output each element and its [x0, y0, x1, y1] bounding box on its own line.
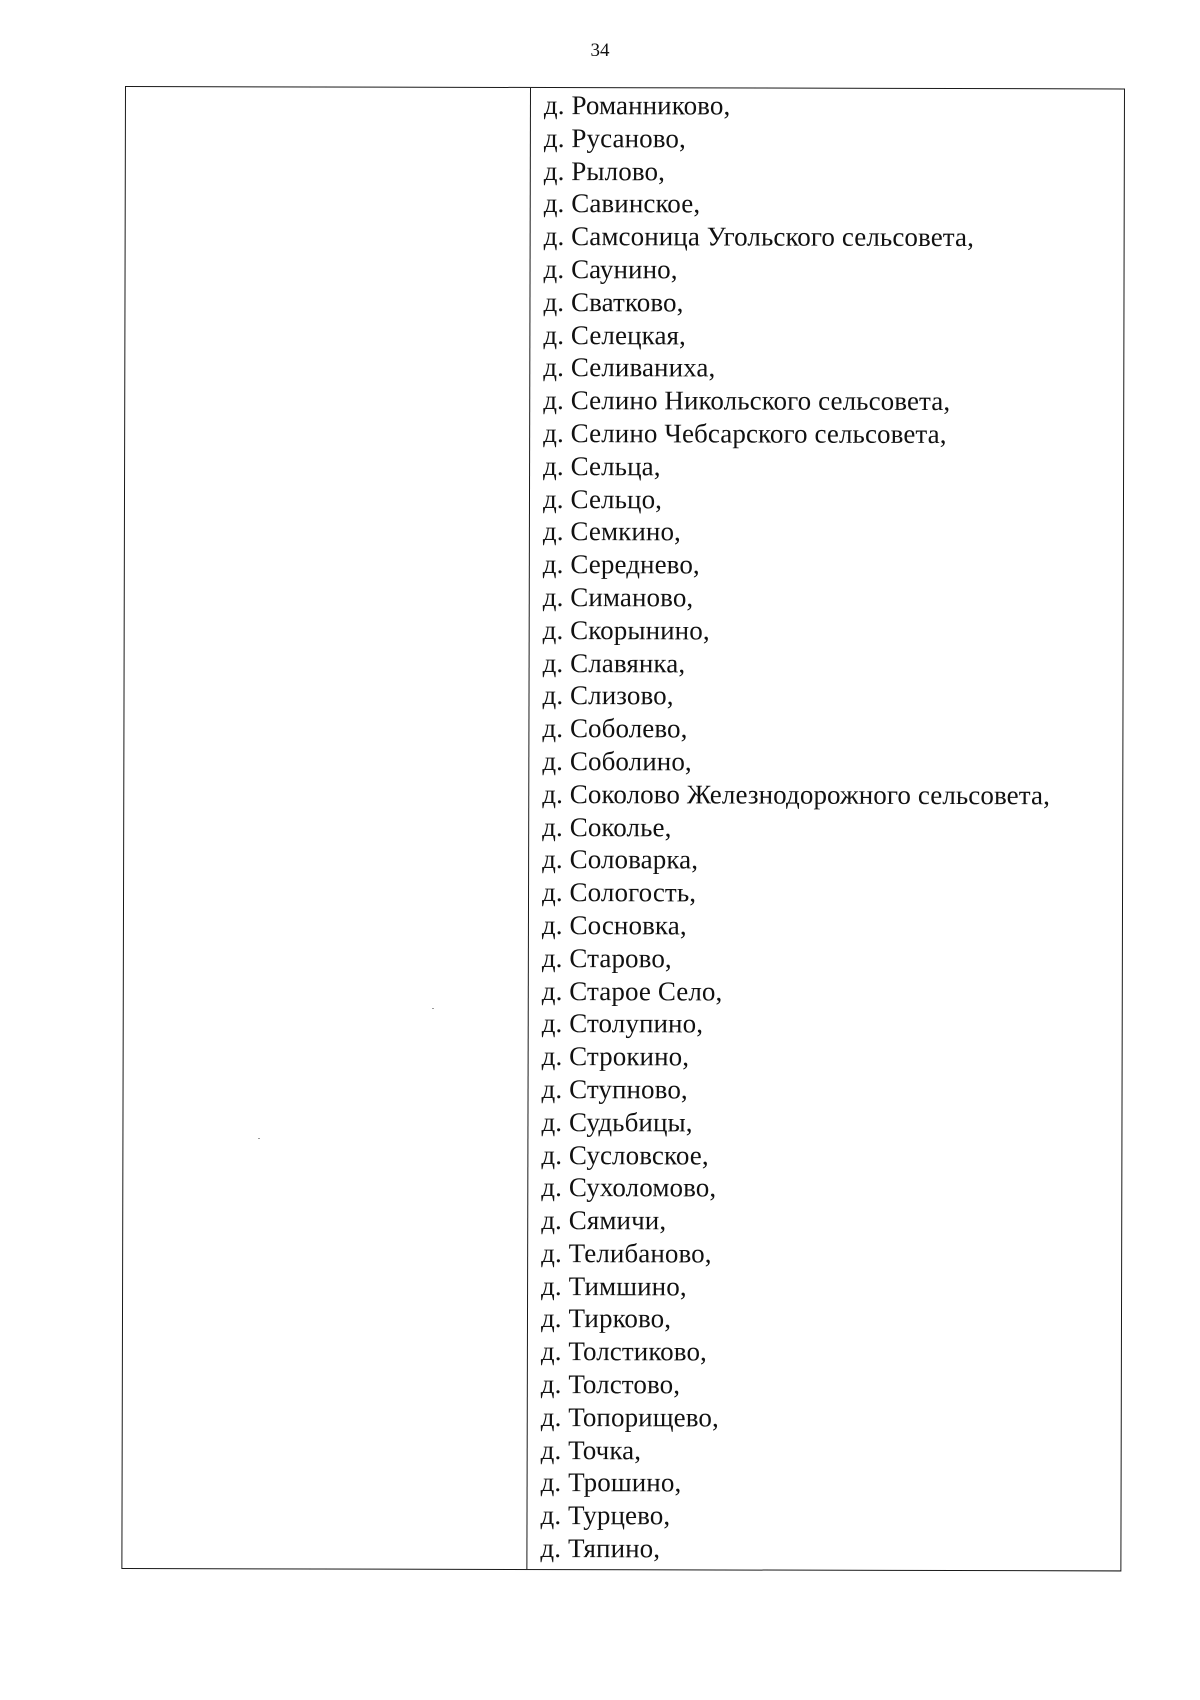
settlement-item: д. Старово,: [541, 942, 672, 974]
settlement-item: д. Симаново,: [542, 581, 694, 613]
settlement-item: д. Сосновка,: [541, 909, 687, 941]
settlement-item: д. Толстиково,: [540, 1336, 707, 1367]
settlement-item: д. Славянка,: [542, 647, 686, 678]
settlement-item: д. Соколово Железнодорожного сельсовета,: [542, 778, 1050, 810]
settlement-item: д. Слизово,: [542, 680, 674, 711]
settlement-item: д. Сусловское,: [541, 1139, 709, 1170]
settlement-item: д. Селецкая,: [543, 319, 686, 350]
settlement-item: д. Селино Никольского сельсовета,: [543, 385, 951, 417]
settlement-item: д. Строкино,: [541, 1041, 690, 1072]
settlement-item: д. Телибаново,: [541, 1237, 712, 1269]
settlement-item: д. Ступново,: [541, 1073, 688, 1105]
settlement-item: д. Сватково,: [543, 286, 684, 318]
table-right-cell: [528, 88, 1124, 1570]
settlement-item: д. Турцево,: [540, 1500, 671, 1531]
settlement-item: д. Судьбицы,: [541, 1106, 693, 1138]
settlement-item: д. Русаново,: [543, 122, 686, 154]
settlement-list: [528, 88, 1124, 1566]
settlement-item: д. Сельца,: [543, 450, 661, 482]
settlement-item: д. Скорынино,: [542, 614, 710, 646]
settlement-item: д. Тирково,: [540, 1303, 672, 1334]
settlement-item: д. Саунино,: [543, 254, 678, 285]
scan-speck: [432, 1008, 434, 1009]
settlement-item: д. Сельцо,: [542, 483, 663, 514]
settlement-item: д. Сямичи,: [541, 1205, 667, 1236]
table-left-cell: [122, 87, 530, 1569]
settlement-item: д. Семкино,: [542, 516, 681, 547]
settlements-table: [121, 86, 1125, 1571]
settlement-item: д. Тимшино,: [541, 1270, 687, 1302]
settlement-item: д. Романниково,: [543, 90, 731, 121]
settlement-item: д. Старое Село,: [541, 975, 723, 1006]
settlement-item: д. Соловарка,: [542, 844, 699, 875]
settlement-item: д. Сухоломово,: [541, 1172, 717, 1203]
settlement-item: д. Селиваниха,: [543, 352, 716, 383]
settlement-item: д. Соколье,: [542, 811, 672, 842]
settlement-item: д. Соболево,: [542, 713, 688, 744]
settlement-item: д. Столупино,: [541, 1008, 704, 1039]
scan-speck: [258, 1138, 260, 1139]
settlement-item: д. Точка,: [540, 1434, 642, 1465]
settlement-item: д. Сологость,: [541, 877, 697, 908]
settlement-item: д. Середнево,: [542, 549, 700, 580]
settlement-item: д. Савинское,: [543, 188, 701, 219]
settlement-item: д. Соболино,: [542, 745, 692, 777]
settlement-item: д. Топорищево,: [540, 1401, 719, 1433]
settlement-item: д. Толстово,: [540, 1369, 681, 1400]
settlement-item: д. Трошино,: [540, 1467, 682, 1498]
settlement-item: д. Селино Чебсарского сельсовета,: [543, 417, 947, 449]
settlement-item: д. Самсоница Угольского сельсовета,: [543, 221, 975, 253]
settlement-item: д. Рылово,: [543, 155, 666, 186]
page-number: 34: [590, 40, 610, 61]
settlement-item: д. Тяпино,: [540, 1533, 661, 1564]
